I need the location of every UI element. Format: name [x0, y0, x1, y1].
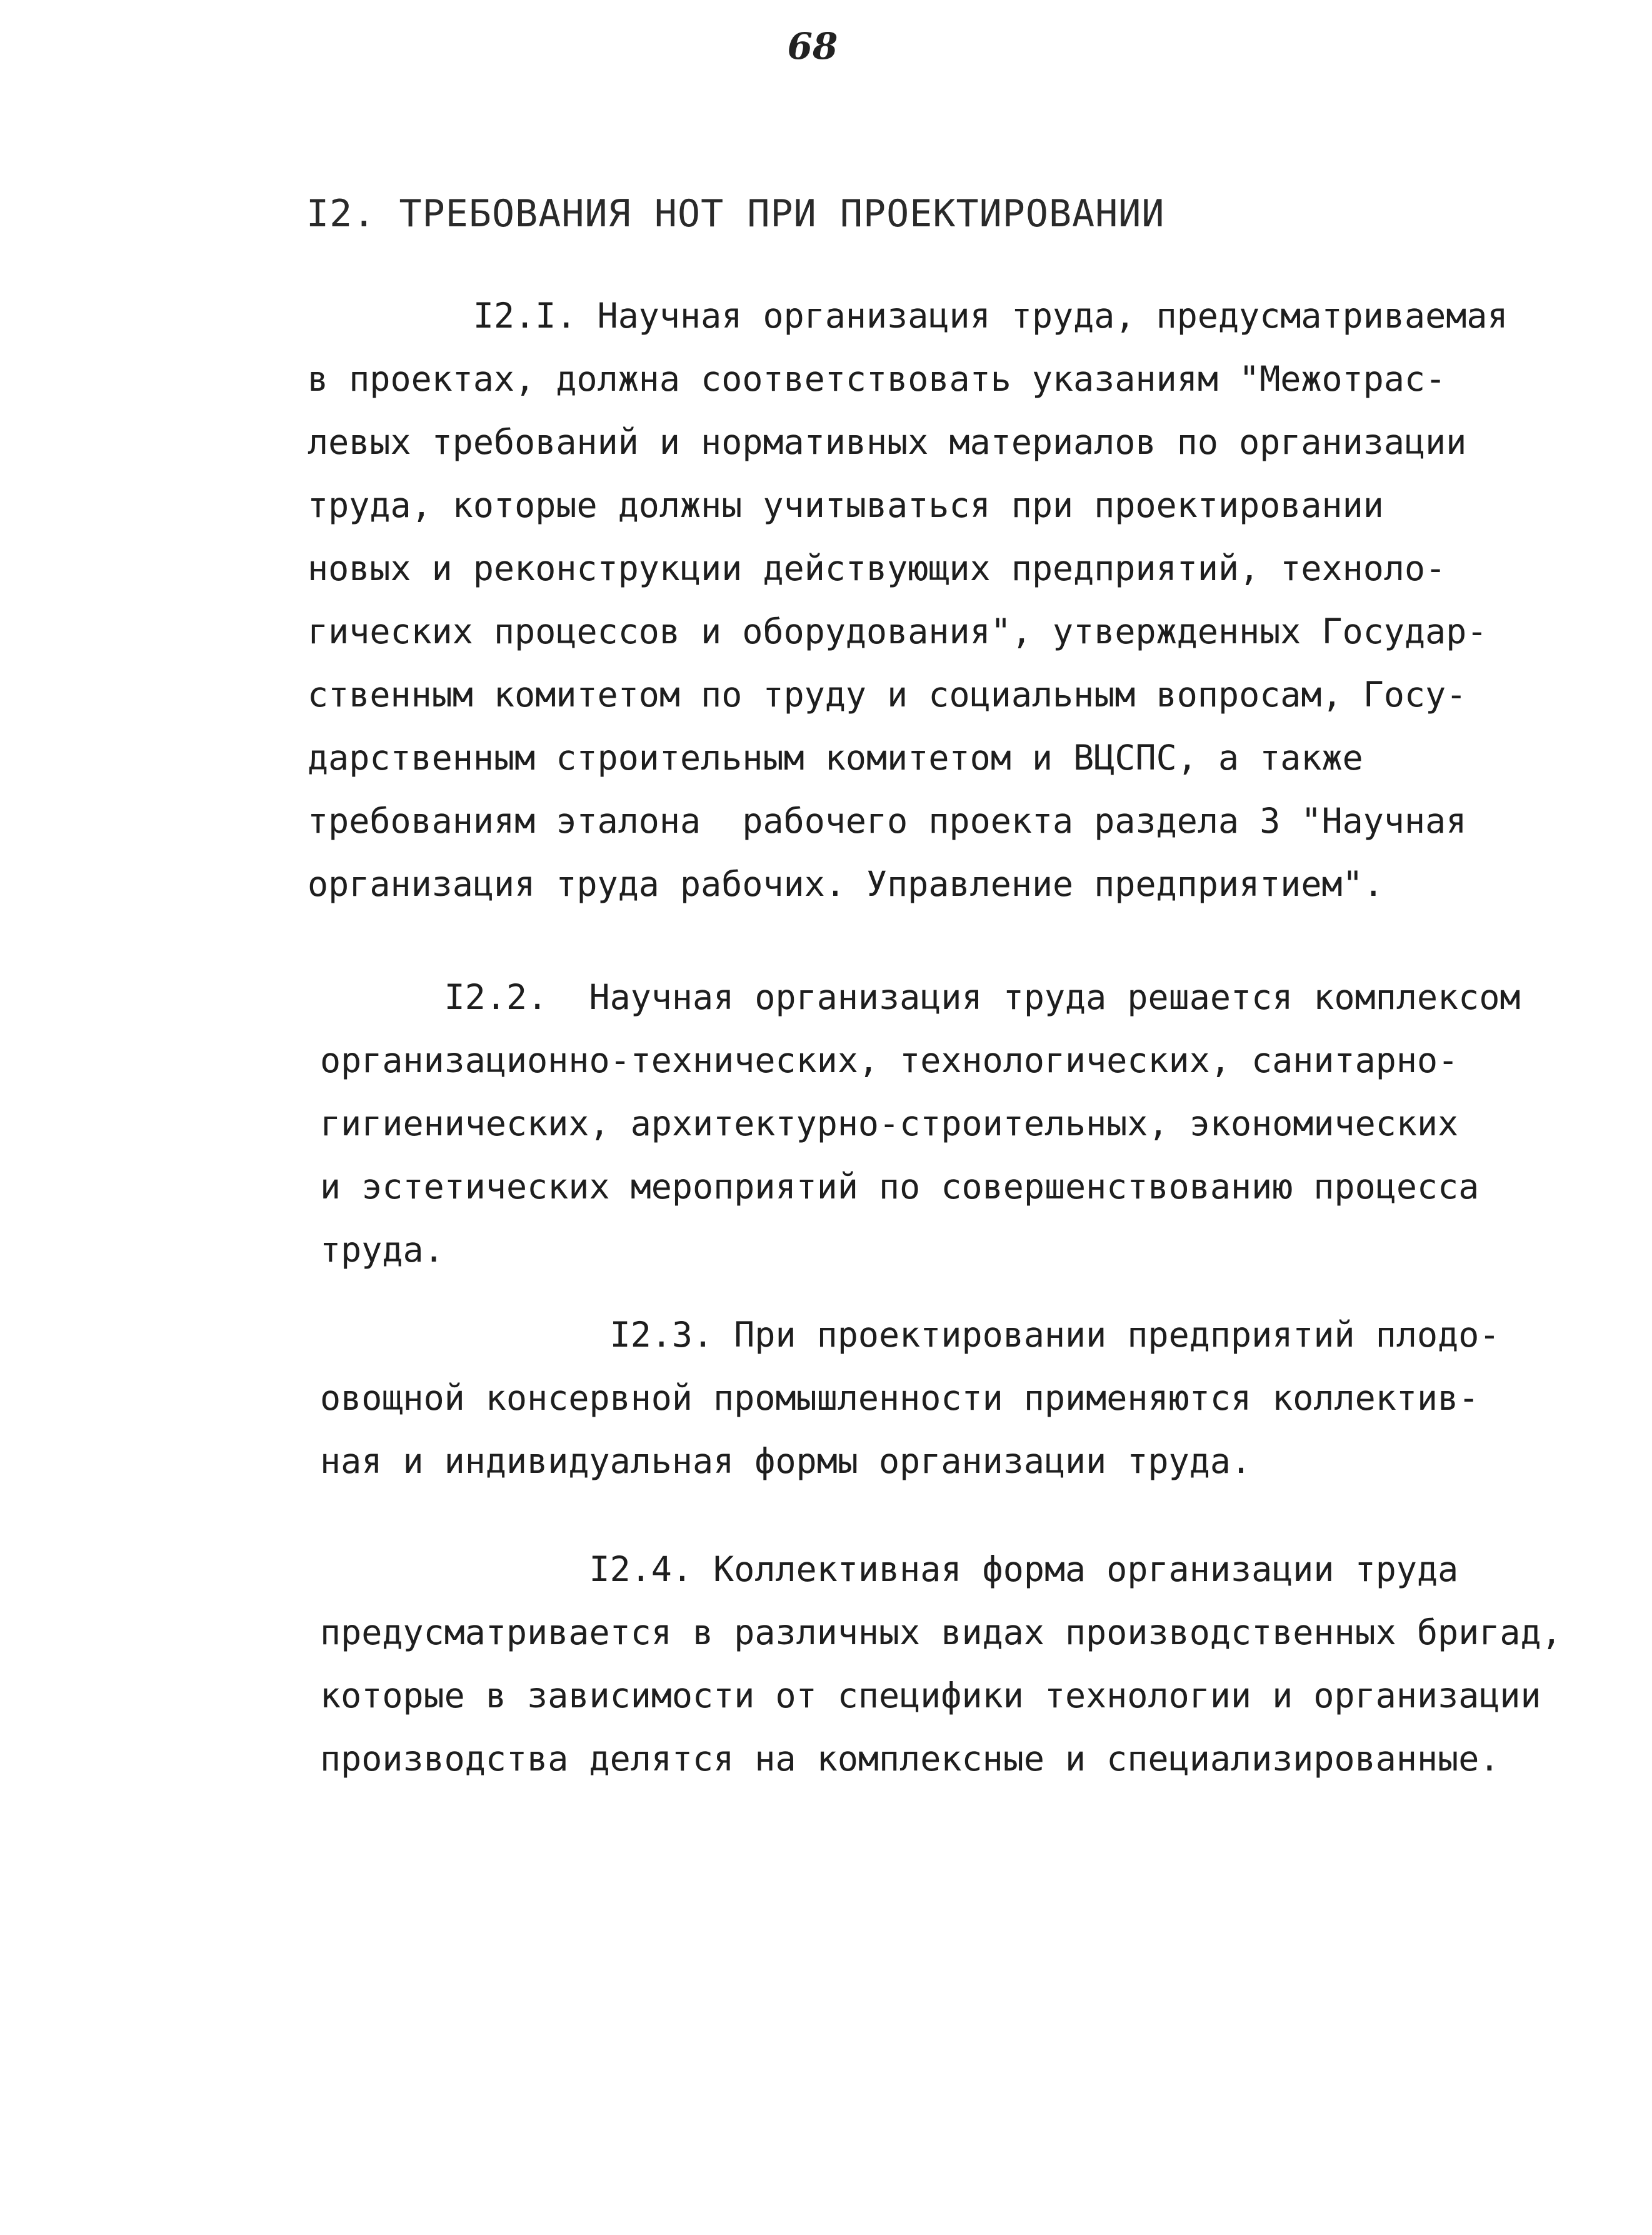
paragraph-line: I2.4. Коллективная форма организации труда — [320, 1549, 1459, 1589]
paragraph-line: труда. — [320, 1230, 444, 1270]
paragraph-12-1 — [308, 284, 1508, 916]
paragraph-12-2 — [320, 966, 1521, 1282]
paragraph-line: требованиям эталона рабочего проекта раздела 3 "Научная — [308, 801, 1467, 841]
paragraph-line: I2.2. Научная организация труда решается комплексом — [320, 977, 1521, 1017]
paragraph-line: дарственным строительным комитетом и ВЦСПС, а также — [308, 738, 1363, 778]
paragraph-line: ственным комитетом по труду и социальным вопросам, Госу- — [308, 675, 1467, 715]
paragraph-line: организация труда рабочих. Управление предприятием". — [308, 864, 1384, 904]
paragraph-line: ная и индивидуальная формы организации труда. — [320, 1441, 1252, 1481]
paragraph-line: гигиенических, архитектурно-строительных, экономических — [320, 1103, 1459, 1143]
paragraph-line: гических процессов и оборудования", утвержденных Государ- — [308, 611, 1488, 651]
paragraph-line: предусматривается в различных видах производственных бригад, — [320, 1612, 1562, 1652]
paragraph-line: производства делятся на комплексные и специализированные. — [320, 1739, 1500, 1779]
paragraph-line: и эстетических мероприятий по совершенствованию процесса — [320, 1167, 1479, 1207]
paragraph-12-3 — [320, 1303, 1500, 1493]
paragraph-line: организационно-технических, технологических, санитарно- — [320, 1040, 1459, 1080]
paragraph-12-4 — [320, 1538, 1562, 1791]
paragraph-line: новых и реконструкции действующих предприятий, техноло- — [308, 548, 1446, 588]
paragraph-line: в проектах, должна соответствовать указаниям "Межотрас- — [308, 359, 1446, 399]
paragraph-line: которые в зависимости от специфики технологии и организации — [320, 1675, 1541, 1715]
paragraph-line: овощной консервной промышленности применяются коллектив- — [320, 1378, 1479, 1418]
paragraph-line: труда, которые должны учитываться при проектировании — [308, 485, 1384, 525]
page-number: 68 — [787, 25, 838, 68]
section-title: I2. ТРЕБОВАНИЯ НОТ ПРИ ПРОЕКТИРОВАНИИ — [306, 192, 1165, 236]
paragraph-line: левых требований и нормативных материалов по организации — [308, 422, 1467, 462]
paragraph-line: I2.I. Научная организация труда, предусматриваемая — [308, 296, 1508, 336]
paragraph-line: I2.3. При проектировании предприятий плодо- — [320, 1315, 1500, 1355]
